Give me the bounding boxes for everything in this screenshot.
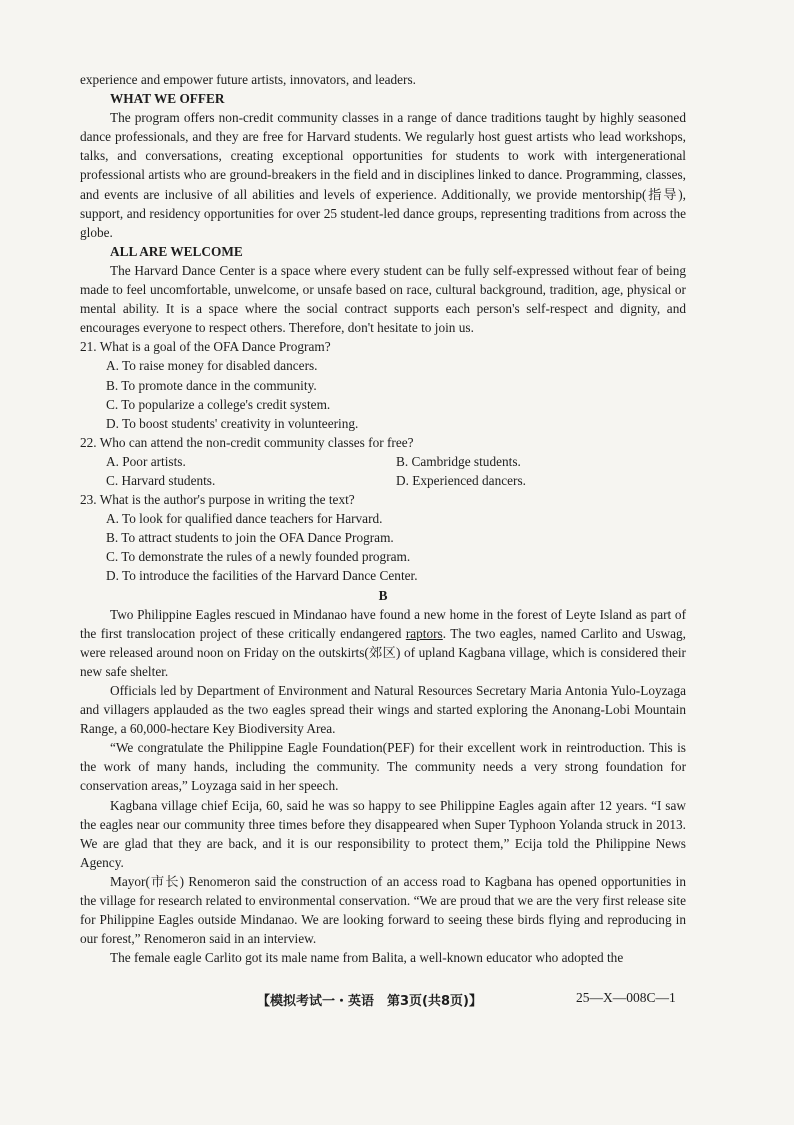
passage-b-paragraph: Mayor(市长) Renomeron said the construction of an access road to Kagbana has opened opportunities in the village for research related to environmental conservation. “We are proud that we are the very first release site for Philippine Eagles outside Mindanao. We are looking forward to seeing these birds flying and reproducing in our forest,” Renomeron said in an interview. [80,873,686,947]
option-c: C. To demonstrate the rules of a newly founded program. [106,549,411,565]
passage-a-continuation: experience and empower future artists, innovators, and leaders. [80,72,416,87]
question-stem: 23. What is the author's purpose in writing the text? [80,492,355,508]
passage-b-paragraph: Kagbana village chief Ecija, 60, said he was so happy to see Philippine Eagles again after 12 years. “I saw the eagles near our community three times before they disappeared when Super Typhoon Yolanda struck in 2013. We are glad that they are back, and it is our responsibility to protect them,” Ecija told the Philippine News Agency. [80,797,686,870]
question-23 [80,490,686,585]
heading-what-we-offer: WHAT WE OFFER [110,91,225,107]
question-stem: 21. What is a goal of the OFA Dance Program? [80,339,331,355]
question-22 [80,433,686,490]
passage-b-paragraph: “We congratulate the Philippine Eagle Foundation(PEF) for their excellent work in reintroduction. This is the work of many hands, including the community. The community needs a very strong foundation for conservation areas,” Loyzaga said in her speech. [80,740,686,794]
text-run: Two Philippine Eagles rescued in Mindanao have found a new home in the forest of Leyte Island as part of the first translocation project of these critically endangered [80,606,686,641]
offer-paragraph: The program offers non-credit community classes in a range of dance traditions taught by highly seasoned dance professionals, and they are free for Harvard students. We regularly host guest artists who lead workshops, talks, and conversations, creating exceptional opportunities for students to work with intergenerational professional artists who are ground-breakers in the field and in disciplines linked to dance. Programming, classes, and events are inclusive of all abilities and levels of experience. Additionally, we provide mentorship(指导), support, and residency opportunities for over 25 student-led dance groups, representing traditions from across the globe. [80,110,686,240]
option-c: C. Harvard students. [106,472,216,488]
passage-b-paragraph: Officials led by Department of Environment and Natural Resources Secretary Maria Antonia Yulo-Loyzaga and villagers applauded as the two eagles spread their wings and started exploring the Anonang-Lobi Mountain Range, a 60,000-hectare Key Biodiversity Area. [80,683,686,737]
passage-b-paragraph: The female eagle Carlito got its male name from Balita, a well-known educator who adopted the [110,950,624,966]
option-b: B. To promote dance in the community. [106,377,317,393]
option-row [80,452,686,471]
welcome-paragraph: The Harvard Dance Center is a space where every student can be fully self-expressed without fear of being made to feel uncomfortable, unwelcome, or unsafe based on race, cultural background, tradition, age, physical or mental ability. It is a space where the social contract supports each person's self-respect and dignity, and encourages everyone to respect others. Therefore, don't hesitate to join us. [80,262,686,336]
option-b: B. Cambridge students. [396,453,521,469]
question-21 [80,337,686,432]
option-b: B. To attract students to join the OFA Dance Program. [106,530,394,546]
option-a: A. To raise money for disabled dancers. [106,358,318,374]
passage-b-paragraph-1 [80,605,686,681]
option-a: A. Poor artists. [106,453,186,469]
exam-page [80,70,686,967]
footer-exam-title: 【模拟考试一・英语 第3页(共8页)】 [257,994,482,1009]
question-stem: 22. Who can attend the non-credit community classes for free? [80,434,414,450]
heading-all-are-welcome: ALL ARE WELCOME [110,243,243,259]
footer-code: 25—X—008C—1 [576,990,676,1005]
option-d: D. To introduce the facilities of the Harvard Dance Center. [106,568,418,584]
option-d: D. To boost students' creativity in volunteering. [106,415,359,431]
text-run: . The two eagles, named Carlito and Uswag, were released around noon on Friday on the outskirts(郊区) of upland Kagbana village, which is considered their new safe shelter. [80,625,686,679]
section-b-heading: B [378,587,388,603]
option-row [80,471,686,490]
option-a: A. To look for qualified dance teachers for Harvard. [106,511,383,527]
option-c: C. To popularize a college's credit system. [106,396,331,412]
underlined-word: raptors [405,625,443,641]
option-d: D. Experienced dancers. [396,472,526,488]
